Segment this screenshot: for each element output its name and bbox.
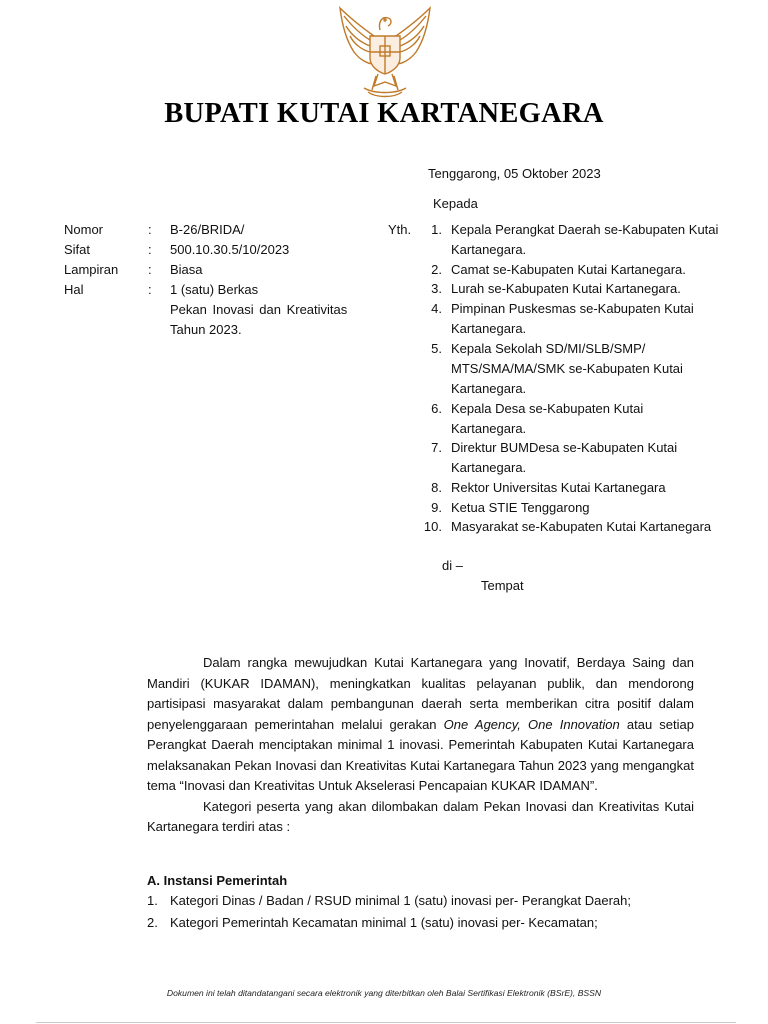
footer-note: Dokumen ini telah ditandatangani secara elektronik yang diterbitkan oleh Balai Sertifikasi Elektronik (BSrE), BSSN bbox=[166, 988, 602, 998]
recipient-number: 7. bbox=[431, 440, 442, 456]
meta-value-sifat: Biasa bbox=[170, 262, 203, 277]
recipient-number: 4. bbox=[431, 301, 442, 317]
p1-part-b: atau setiap Perangkat Daerah menciptakan minimal 1 inovasi. Pemerintah Kabupaten Kutai Kartanegara melaksanakan Pekan Inovasi dan Kreativitas Kutai Kartanegara Tahun 2023 yang mengangkat tema “Inovasi dan Kreativitas Untuk Akselerasi Pencapaian KUKAR IDAMAN”. bbox=[147, 716, 694, 793]
recipient-text: MTS/SMA/MA/SMK se-Kabupaten Kutai bbox=[451, 360, 683, 376]
recipient-text: Direktur BUMDesa se-Kabupaten Kutai bbox=[451, 440, 678, 456]
recipient-text: Kartanegara. bbox=[451, 321, 527, 337]
body-text bbox=[147, 653, 694, 838]
meta-value-hal-cont: Tahun 2023. bbox=[170, 322, 242, 337]
meta-value-nomor-cont: 500.10.30.5/10/2023 bbox=[170, 242, 290, 257]
meta-label-lampiran: Lampiran bbox=[64, 262, 119, 277]
meta-value-hal: Pekan Inovasi dan Kreativitas bbox=[170, 302, 348, 317]
item-number: 2. bbox=[147, 915, 158, 930]
paragraph-2: Kategori peserta yang akan dilombakan dalam Pekan Inovasi dan Kreativitas Kutai Kartanegara terdiri atas : bbox=[147, 798, 694, 834]
paragraph-1 bbox=[147, 653, 694, 797]
di-label: di – bbox=[442, 558, 463, 573]
item-number: 1. bbox=[147, 893, 158, 908]
p1-emphasis: One Agency, One Innovation bbox=[443, 716, 620, 732]
meta-colon: : bbox=[148, 222, 152, 237]
recipient-number: 2. bbox=[431, 261, 442, 277]
recipient-text: Camat se-Kabupaten Kutai Kartanegara. bbox=[451, 261, 686, 277]
recipient-text: Pimpinan Puskesmas se-Kabupaten Kutai bbox=[451, 301, 694, 317]
recipient-text: Kartanegara. bbox=[451, 242, 527, 257]
meta-colon: : bbox=[148, 262, 152, 277]
recipient-number: 10. bbox=[423, 519, 442, 535]
meta-label-sifat: Sifat bbox=[64, 242, 91, 257]
recipient-number: 1. bbox=[431, 222, 442, 237]
recipient-text: Kepala Desa se-Kabupaten Kutai bbox=[451, 400, 644, 416]
tempat-label: Tempat bbox=[481, 578, 524, 593]
recipient-text: Kartanegara. bbox=[451, 460, 527, 476]
recipient-text: Rektor Universitas Kutai Kartanegara bbox=[451, 479, 666, 495]
recipient-text: Kartanegara. bbox=[451, 380, 527, 396]
meta-value-nomor: B-26/BRIDA/ bbox=[170, 222, 245, 237]
recipient-text: Kepala Perangkat Daerah se-Kabupaten Kutai bbox=[451, 222, 719, 237]
meta-value-lampiran: 1 (satu) Berkas bbox=[170, 282, 259, 297]
section-a-heading: A. Instansi Pemerintah bbox=[147, 873, 288, 888]
recipient-number: 8. bbox=[431, 479, 442, 495]
p1-part-a: Dalam rangka mewujudkan Kutai Kartanegara yang Inovatif, Berdaya Saing dan Mandiri (KUKAR IDAMAN), meningkatkan kualitas pelayanan publik, dan mendorong partisipasi masyarakat dalam pembangunan daerah serta memberikan citra positif dalam penyelenggaraan pemerintahan melalui gerakan bbox=[147, 655, 694, 732]
footer-divider bbox=[36, 1022, 736, 1023]
place-date: Tenggarong, 05 Oktober 2023 bbox=[428, 166, 601, 181]
recipient-text: Lurah se-Kabupaten Kutai Kartanegara. bbox=[451, 281, 681, 297]
recipient-text: Kepala Sekolah SD/MI/SLB/SMP/ bbox=[451, 340, 646, 356]
recipient-number: 6. bbox=[431, 400, 442, 416]
garuda-emblem-icon bbox=[330, 6, 440, 102]
item-text: Kategori Dinas / Badan / RSUD minimal 1 (satu) inovasi per- Perangkat Daerah; bbox=[170, 893, 631, 908]
meta-label-nomor: Nomor bbox=[64, 222, 104, 237]
recipient-number: 9. bbox=[431, 499, 442, 515]
recipient-text: Kartanegara. bbox=[451, 420, 527, 436]
recipient-number: 3. bbox=[431, 281, 442, 297]
meta-label-hal: Hal bbox=[64, 282, 84, 297]
letterhead-title: BUPATI KUTAI KARTANEGARA bbox=[164, 98, 604, 129]
kepada-label: Kepada bbox=[433, 196, 478, 211]
recipient-text: Ketua STIE Tenggarong bbox=[451, 499, 590, 515]
recipient-number: 5. bbox=[431, 340, 442, 356]
meta-colon: : bbox=[148, 282, 152, 297]
recipient-text: Masyarakat se-Kabupaten Kutai Kartanegara bbox=[451, 519, 712, 535]
yth-label: Yth. bbox=[388, 222, 412, 237]
item-text: Kategori Pemerintah Kecamatan minimal 1 (satu) inovasi per- Kecamatan; bbox=[170, 915, 598, 930]
meta-colon: : bbox=[148, 242, 152, 257]
